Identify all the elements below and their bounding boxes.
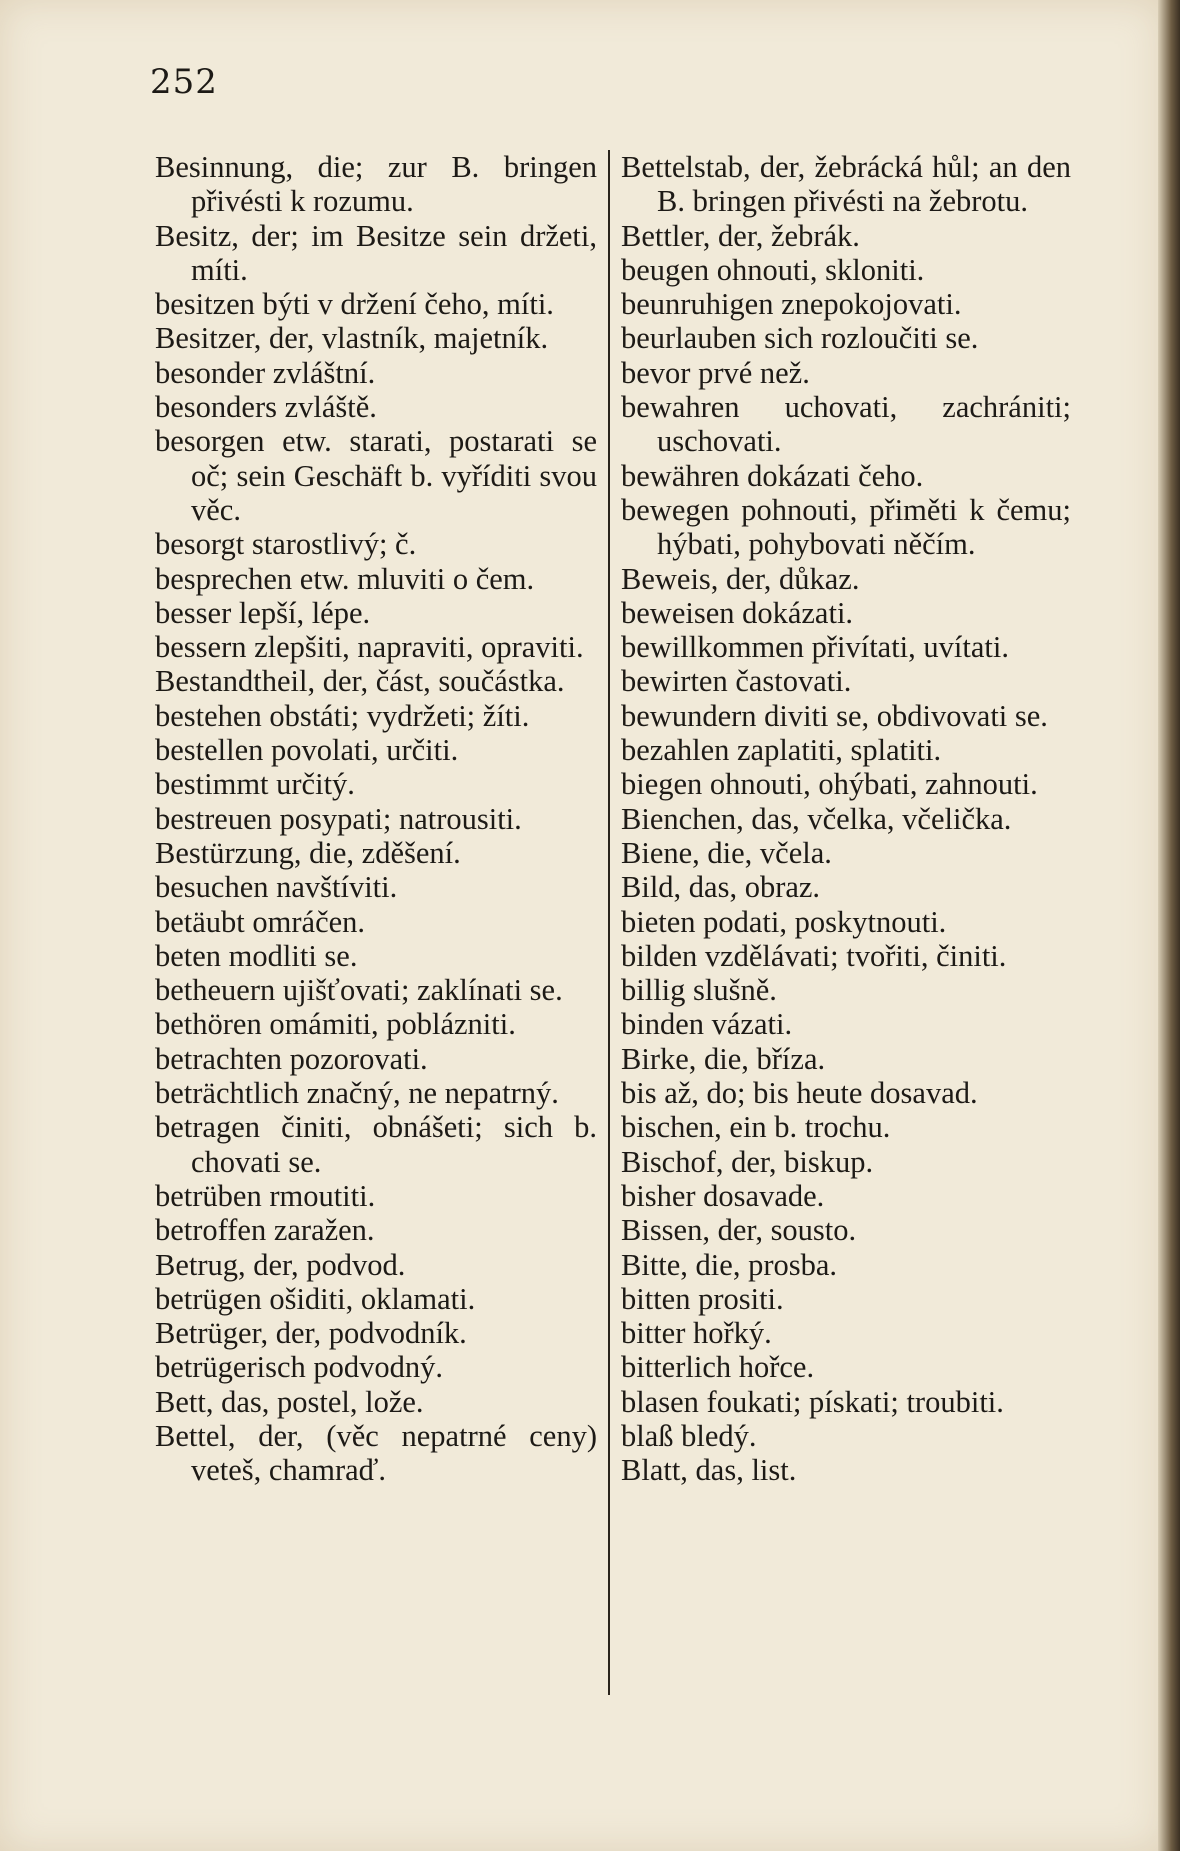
- dictionary-entry: Bitte, die, prosba.: [621, 1247, 838, 1282]
- dictionary-entry: Besinnung, die; zur B. bringen přivésti k rozumu.: [155, 150, 597, 219]
- dictionary-entry: Bienchen, das, včelka, včelička.: [621, 801, 1012, 836]
- page-number: 252: [150, 62, 218, 102]
- right-column: [621, 150, 1071, 1488]
- dictionary-entry: blaß bledý.: [621, 1418, 757, 1453]
- dictionary-entry: Bettelstab, der, žebrácká hůl; an den B. bringen přivésti na žebrotu.: [621, 150, 1071, 219]
- dictionary-entry: Birke, die, bříza.: [621, 1041, 826, 1076]
- dictionary-entry: besorgt starostlivý; č.: [155, 527, 417, 562]
- dictionary-entry: beunruhigen znepokojovati.: [621, 287, 962, 322]
- left-column: [155, 150, 597, 1488]
- dictionary-entry: bewirten častovati.: [621, 664, 852, 699]
- dictionary-entry: bitter hořký.: [621, 1316, 772, 1351]
- dictionary-entry: betroffen zaražen.: [155, 1213, 375, 1248]
- dictionary-entry: bilden vzdělávati; tvořiti, činiti.: [621, 938, 1007, 973]
- dictionary-entry: bis až, do; bis heute dosavad.: [621, 1076, 978, 1111]
- dictionary-entry: besprechen etw. mluviti o čem.: [155, 561, 535, 596]
- column-divider: [608, 150, 610, 1695]
- dictionary-entry: bethören omámiti, poblázniti.: [155, 1007, 516, 1042]
- dictionary-entry: Bissen, der, sousto.: [621, 1213, 857, 1248]
- dictionary-entry: Bettler, der, žebrák.: [621, 218, 860, 253]
- dictionary-entry: bisher dosavade.: [621, 1178, 825, 1213]
- dictionary-entry: betäubt omráčen.: [155, 904, 366, 939]
- dictionary-entry: Bild, das, obraz.: [621, 870, 821, 905]
- dictionary-entry: binden vázati.: [621, 1007, 793, 1042]
- dictionary-entry: bewähren dokázati čeho.: [621, 458, 924, 493]
- dictionary-entry: bevor prvé než.: [621, 355, 810, 390]
- dictionary-entry: Bestürzung, die, zděšení.: [155, 835, 461, 870]
- dictionary-entry: bewillkommen přivítati, uvítati.: [621, 630, 1009, 665]
- dictionary-entry: betrüben rmoutiti.: [155, 1178, 376, 1213]
- dictionary-entry: besonders zvláště.: [155, 390, 377, 425]
- dictionary-entry: Besitz, der; im Besitze sein držeti, míti.: [155, 218, 597, 287]
- dictionary-entry: Besitzer, der, vlastník, majetník.: [155, 321, 549, 356]
- dictionary-entry: Biene, die, včela.: [621, 835, 832, 870]
- dictionary-entry: betrachten pozorovati.: [155, 1041, 428, 1076]
- dictionary-entry: beten modliti se.: [155, 938, 358, 973]
- dictionary-entry: bitterlich hořce.: [621, 1350, 815, 1385]
- dictionary-entry: bewegen pohnouti, přiměti k čemu; hýbati, pohybovati něčím.: [621, 492, 1071, 562]
- dictionary-entry: Bestandtheil, der, část, součástka.: [155, 664, 565, 699]
- dictionary-entry: besitzen býti v držení čeho, míti.: [155, 287, 554, 322]
- dictionary-entry: billig slušně.: [621, 973, 777, 1008]
- dictionary-entry: beweisen dokázati.: [621, 595, 854, 630]
- dictionary-entry: betragen činiti, obnášeti; sich b. chovati se.: [155, 1110, 597, 1179]
- dictionary-entry: besonder zvláštní.: [155, 355, 376, 390]
- dictionary-entry: Bischof, der, biskup.: [621, 1144, 874, 1179]
- dictionary-entry: bieten podati, poskytnouti.: [621, 904, 947, 939]
- dictionary-entry: Betrüger, der, podvodník.: [155, 1316, 467, 1351]
- dictionary-entry: blasen foukati; pískati; troubiti.: [621, 1384, 1004, 1419]
- dictionary-entry: betheuern ujišťovati; zaklínati se.: [155, 973, 563, 1008]
- dictionary-entry: bewahren uchovati, zachrániti; uschovati.: [621, 390, 1071, 459]
- dictionary-entry: biegen ohnouti, ohýbati, zahnouti.: [621, 767, 1038, 802]
- dictionary-entry: bestellen povolati, určiti.: [155, 733, 459, 768]
- dictionary-entry: bitten prositi.: [621, 1281, 784, 1316]
- dictionary-entry: bischen, ein b. trochu.: [621, 1110, 891, 1145]
- dictionary-entry: Bettel, der, (věc nepatrné ceny) veteš, chamraď.: [155, 1418, 597, 1488]
- dictionary-entry: betrügerisch podvodný.: [155, 1350, 443, 1385]
- dictionary-entry: bestreuen posypati; natrousiti.: [155, 801, 522, 836]
- dictionary-entry: Blatt, das, list.: [621, 1453, 797, 1488]
- dictionary-entry: bewundern diviti se, obdivovati se.: [621, 698, 1048, 733]
- dictionary-entry: bezahlen zaplatiti, splatiti.: [621, 733, 942, 768]
- dictionary-entry: betrügen ošiditi, oklamati.: [155, 1281, 476, 1316]
- dictionary-entry: beugen ohnouti, skloniti.: [621, 252, 925, 287]
- dictionary-entry: besorgen etw. starati, postarati se oč; sein Geschäft b. vyříditi svou věc.: [155, 424, 597, 527]
- dictionary-entry: Betrug, der, podvod.: [155, 1247, 406, 1282]
- dictionary-entry: besser lepší, lépe.: [155, 595, 371, 630]
- dictionary-entry: Bett, das, postel, lože.: [155, 1384, 424, 1419]
- dictionary-entry: besuchen navštíviti.: [155, 870, 398, 905]
- dictionary-entry: bestimmt určitý.: [155, 767, 355, 802]
- book-spine-edge: [1158, 0, 1180, 1851]
- dictionary-entry: bessern zlepšiti, napraviti, opraviti.: [155, 630, 584, 665]
- dictionary-entry: bestehen obstáti; vydržeti; žíti.: [155, 698, 530, 733]
- dictionary-entry: beträchtlich značný, ne nepatrný.: [155, 1076, 559, 1111]
- dictionary-entry: beurlauben sich rozloučiti se.: [621, 321, 979, 356]
- dictionary-entry: Beweis, der, důkaz.: [621, 561, 860, 596]
